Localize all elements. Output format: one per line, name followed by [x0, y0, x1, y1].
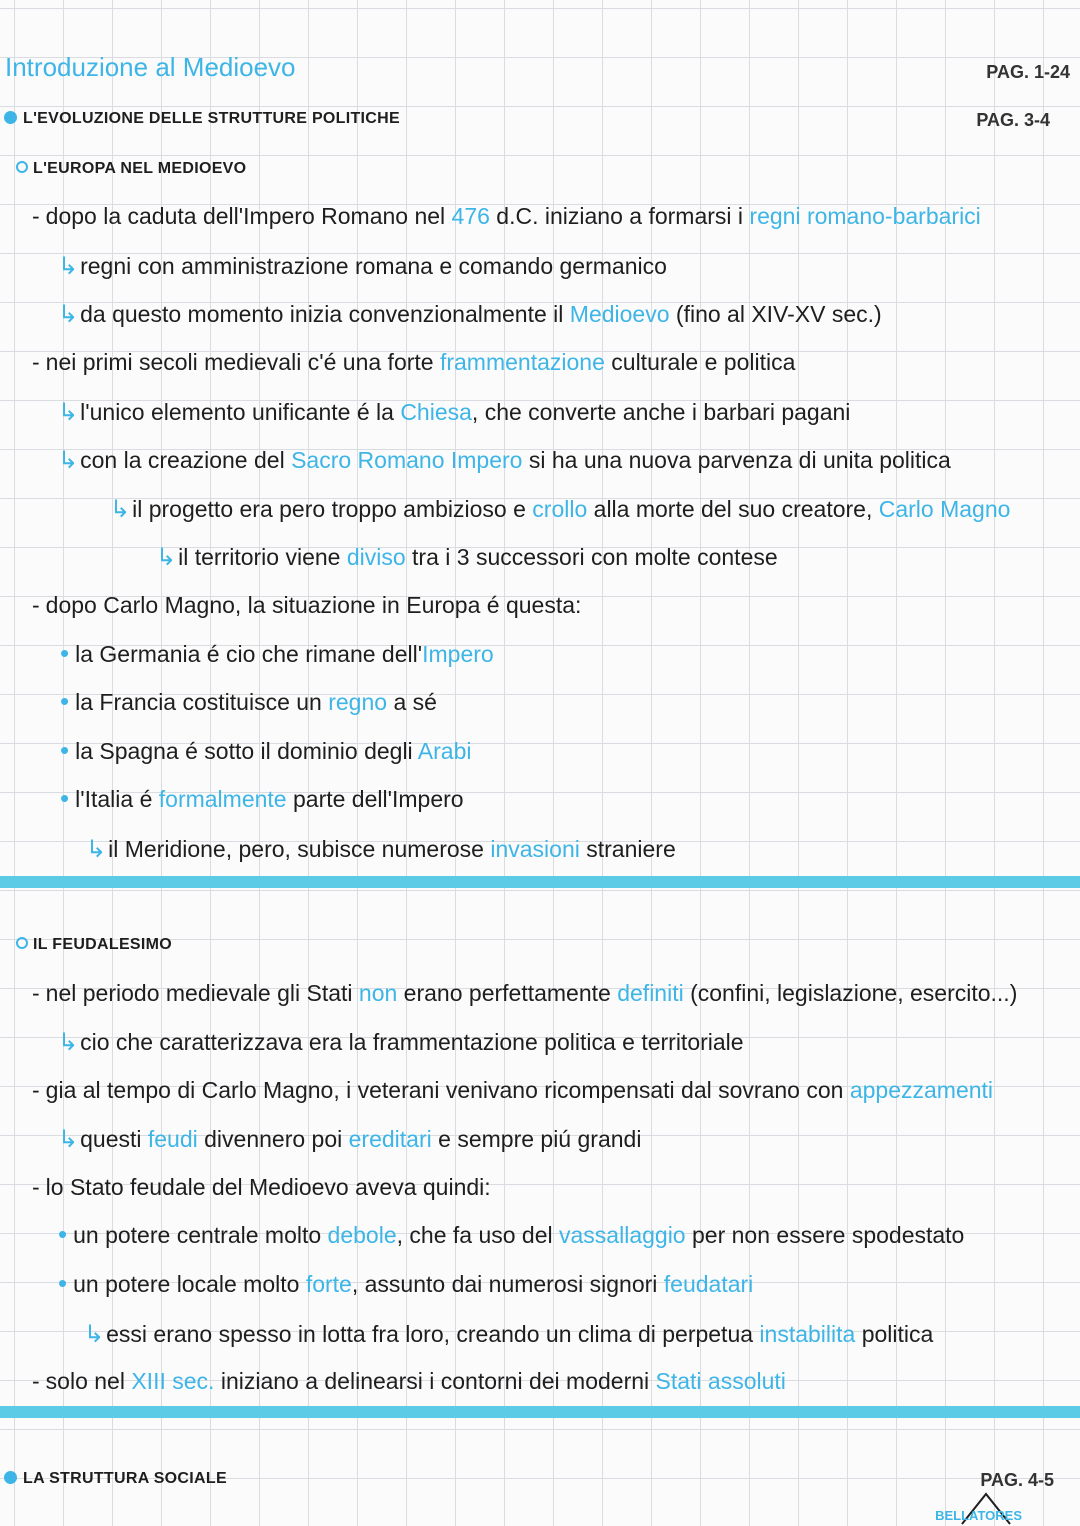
- note-line: ↳il progetto era pero troppo ambizioso e crollo alla morte del suo creatore, Carlo Magno: [110, 496, 1011, 523]
- note-line: - solo nel XIII sec. iniziano a delinearsi i contorni dei moderni Stati assoluti: [32, 1368, 786, 1394]
- page-range-section: PAG. 3-4: [976, 110, 1050, 130]
- note-line: • la Spagna é sotto il dominio degli Arabi: [60, 735, 472, 765]
- note-line: ↳il Meridione, pero, subisce numerose invasioni straniere: [86, 836, 676, 863]
- note-line: ↳cio che caratterizzava era la frammentazione politica e territoriale: [58, 1029, 744, 1056]
- bullet-icon: •: [60, 783, 70, 813]
- logo-text: BELLATORES: [935, 1508, 1022, 1523]
- note-line: ↳con la creazione del Sacro Romano Impero si ha una nuova parvenza di unita politica: [58, 447, 951, 474]
- bullet-icon: •: [58, 1219, 68, 1249]
- section-heading-politics: L'EVOLUZIONE DELLE STRUTTURE POLITICHE: [4, 110, 400, 128]
- note-line: • un potere locale molto forte, assunto dai numerosi signori feudatari: [58, 1268, 754, 1298]
- bullet-icon: •: [60, 735, 70, 765]
- note-line: - dopo la caduta dell'Impero Romano nel 476 d.C. iniziano a formarsi i regni romano-barbarici: [32, 203, 981, 229]
- note-line: • un potere centrale molto debole, che fa uso del vassallaggio per non essere spodestato: [58, 1219, 965, 1249]
- filled-dot-icon: [4, 111, 17, 124]
- page-title: Introduzione al Medioevo: [5, 52, 296, 82]
- page-range-main: PAG. 1-24: [986, 62, 1070, 82]
- arrow-icon: ↳: [58, 447, 79, 474]
- sub-heading-feudalism: IL FEUDALESIMO: [16, 936, 172, 954]
- note-line: ↳questi feudi divennero poi ereditari e sempre piú grandi: [58, 1126, 642, 1153]
- note-line: ↳essi erano spesso in lotta fra loro, creando un clima di perpetua instabilita politica: [84, 1321, 934, 1348]
- note-line: • la Germania é cio che rimane dell'Impero: [60, 638, 494, 668]
- bullet-icon: •: [60, 686, 70, 716]
- arrow-icon: ↳: [58, 1029, 79, 1056]
- section-divider: [0, 1406, 1080, 1418]
- note-line: ↳il territorio viene diviso tra i 3 successori con molte contese: [156, 544, 778, 571]
- section-divider: [0, 876, 1080, 888]
- filled-dot-icon: [4, 1471, 17, 1484]
- note-line: - dopo Carlo Magno, la situazione in Europa é questa:: [32, 592, 582, 618]
- bullet-icon: •: [60, 638, 70, 668]
- note-line: - nel periodo medievale gli Stati non erano perfettamente definiti (confini, legislazione, esercito...): [32, 980, 1018, 1006]
- note-line: ↳regni con amministrazione romana e comando germanico: [58, 253, 667, 280]
- note-line: ↳da questo momento inizia convenzionalmente il Medioevo (fino al XIV-XV sec.): [58, 301, 882, 328]
- section-heading-social: LA STRUTTURA SOCIALE: [4, 1470, 227, 1488]
- ring-dot-icon: [16, 161, 28, 173]
- note-line: - lo Stato feudale del Medioevo aveva quindi:: [32, 1174, 491, 1200]
- bullet-icon: •: [58, 1268, 68, 1298]
- arrow-icon: ↳: [58, 253, 79, 280]
- arrow-icon: ↳: [58, 1126, 79, 1153]
- ring-dot-icon: [16, 937, 28, 949]
- arrow-icon: ↳: [58, 301, 79, 328]
- arrow-icon: ↳: [84, 1321, 105, 1348]
- note-line: • l'Italia é formalmente parte dell'Impero: [60, 783, 464, 813]
- note-line: ↳l'unico elemento unificante é la Chiesa, che converte anche i barbari pagani: [58, 399, 851, 426]
- note-line: - gia al tempo di Carlo Magno, i veterani venivano ricompensati dal sovrano con appezzamenti: [32, 1077, 994, 1103]
- sub-heading-europe: L'EUROPA NEL MEDIOEVO: [16, 160, 246, 178]
- page-range-social: PAG. 4-5: [980, 1470, 1054, 1490]
- note-line: - nei primi secoli medievali c'é una forte frammentazione culturale e politica: [32, 349, 796, 375]
- arrow-icon: ↳: [110, 496, 131, 523]
- arrow-icon: ↳: [86, 836, 107, 863]
- arrow-icon: ↳: [58, 399, 79, 426]
- note-line: • la Francia costituisce un regno a sé: [60, 686, 437, 716]
- arrow-icon: ↳: [156, 544, 177, 571]
